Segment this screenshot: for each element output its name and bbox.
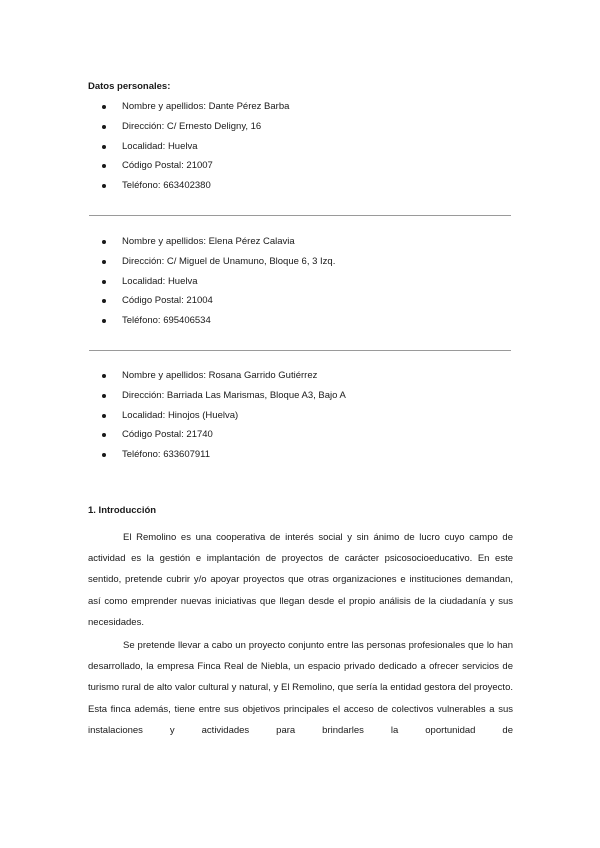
bullet-icon (102, 164, 106, 168)
person-2-postal: Código Postal: 21004 (88, 291, 335, 311)
bullet-icon (102, 280, 106, 284)
person-2-name: Nombre y apellidos: Elena Pérez Calavia (88, 232, 335, 252)
divider-1 (89, 215, 511, 216)
person-2-details (88, 232, 335, 331)
person-3-name: Nombre y apellidos: Rosana Garrido Gutiérrez (88, 366, 346, 386)
bullet-icon (102, 433, 106, 437)
bullet-icon (102, 240, 106, 244)
bullet-icon (102, 414, 106, 418)
person-2-city: Localidad: Huelva (88, 272, 335, 292)
person-1-phone: Teléfono: 663402380 (88, 176, 289, 196)
person-3-postal: Código Postal: 21740 (88, 425, 346, 445)
bullet-icon (102, 319, 106, 323)
person-1-details (88, 97, 289, 196)
person-2-phone: Teléfono: 695406534 (88, 311, 335, 331)
person-3-details (88, 366, 346, 465)
bullet-icon (102, 374, 106, 378)
bullet-icon (102, 125, 106, 129)
person-1-address: Dirección: C/ Ernesto Deligny, 16 (88, 117, 289, 137)
person-1-city: Localidad: Huelva (88, 137, 289, 157)
intro-paragraph-2: Se pretende llevar a cabo un proyecto conjunto entre las personas profesionales que lo han desarrollado, la empresa Finca Real de Niebla, un espacio privado dedicado a ofrecer servicios de turismo rural de alto valor cultural y natural, y El Remolino, que sería la entidad gestora del proyecto. Esta finca además, tiene entre sus objetivos principales el acceso de colectivos vulnerables a sus instalaciones y actividades para brindarles la oportunidad de (88, 640, 513, 736)
intro-paragraph-1: El Remolino es una cooperativa de interés social y sin ánimo de lucro cuyo campo de actividad es la gestión e implantación de proyectos de carácter psicosocioeducativo. En este sentido, pretende cubrir y/o apoyar proyectos que otras organizaciones e instituciones demandan, así como emprender nuevas iniciativas que llegan desde el propio análisis de la ciudadanía y sus necesidades. (88, 532, 513, 628)
bullet-icon (102, 394, 106, 398)
divider-2 (89, 350, 511, 351)
bullet-icon (102, 145, 106, 149)
person-3-city: Localidad: Hinojos (Huelva) (88, 406, 346, 426)
person-2-address: Dirección: C/ Miguel de Unamuno, Bloque 6, 3 Izq. (88, 252, 335, 272)
personal-data-heading: Datos personales: (88, 81, 171, 92)
person-1-name: Nombre y apellidos: Dante Pérez Barba (88, 97, 289, 117)
person-1-postal: Código Postal: 21007 (88, 156, 289, 176)
bullet-icon (102, 260, 106, 264)
introduction-heading: 1. Introducción (88, 505, 157, 516)
person-3-phone: Teléfono: 633607911 (88, 445, 346, 465)
bullet-icon (102, 105, 106, 109)
bullet-icon (102, 299, 106, 303)
person-3-address: Dirección: Barriada Las Marismas, Bloque A3, Bajo A (88, 386, 346, 406)
bullet-icon (102, 453, 106, 457)
bullet-icon (102, 184, 106, 188)
